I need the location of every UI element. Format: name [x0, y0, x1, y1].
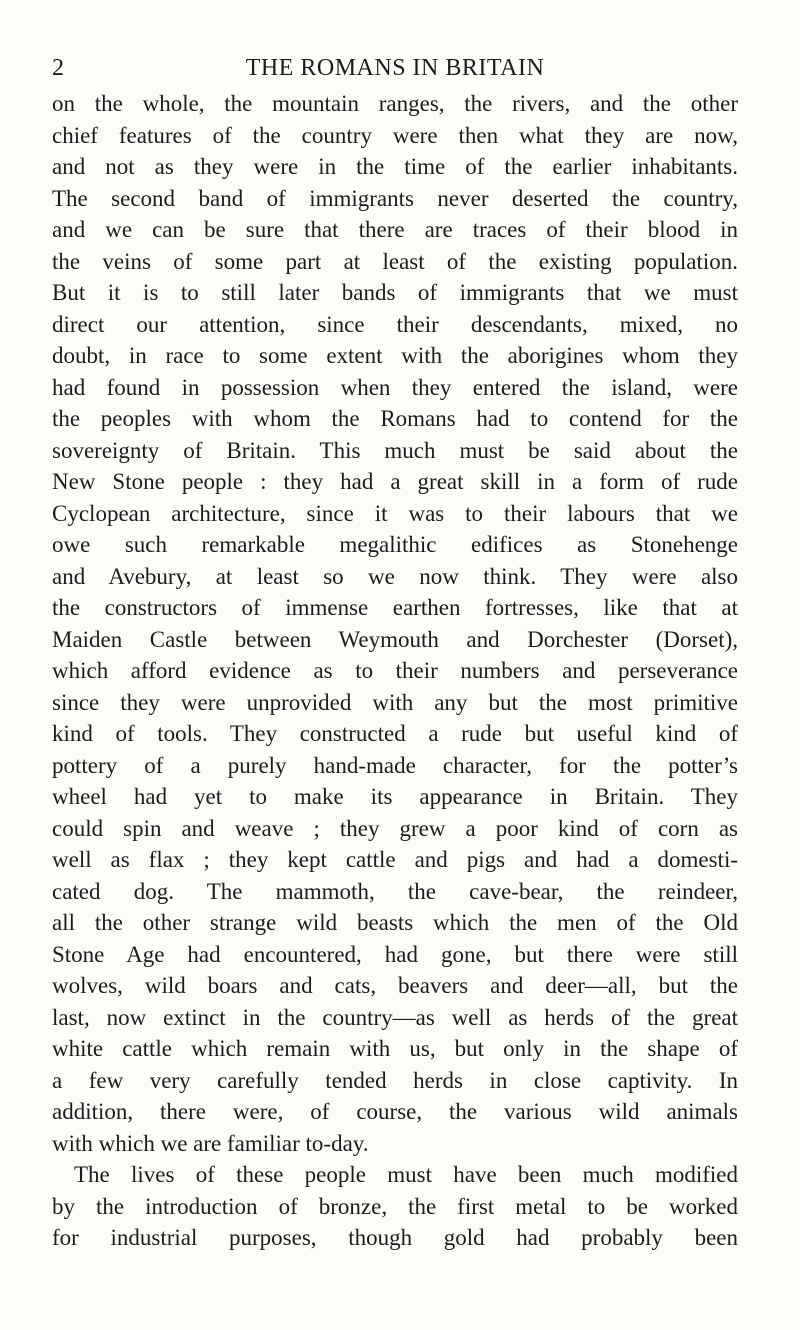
- text-line: had found in possession when they entered the island, were: [52, 374, 738, 400]
- text-line: addition, there were, of course, the various wild animals: [52, 1099, 738, 1124]
- body-text: [52, 88, 738, 1254]
- text-line: Cyclopean architecture, since it was to their labours that we: [52, 500, 738, 526]
- text-line: sovereignty of Britain. This much must be said about the: [52, 437, 738, 463]
- running-title: THE ROMANS IN BRITAIN: [245, 55, 545, 81]
- text-line: and not as they were in the time of the earlier inhabitants.: [52, 154, 738, 179]
- text-line: cated dog. The mammoth, the cave-bear, the reindeer,: [52, 878, 738, 904]
- text-line: last, now extinct in the country—as well as herds of the great: [52, 1004, 738, 1030]
- text-line: and we can be sure that there are traces of their blood in: [52, 217, 738, 242]
- paragraph-end-line: with which we are familiar to-day.: [52, 1130, 369, 1156]
- text-line: well as flax ; they kept cattle and pigs and had a domesti-: [52, 847, 738, 872]
- text-line: and Avebury, at least so we now think. They were also: [52, 563, 738, 589]
- text-line: kind of tools. They constructed a rude but useful kind of: [52, 721, 738, 746]
- running-head: [52, 52, 738, 84]
- text-line: But it is to still later bands of immigrants that we must: [52, 280, 738, 305]
- text-line: direct our attention, since their descendants, mixed, no: [52, 311, 738, 337]
- text-line: which afford evidence as to their numbers and perseverance: [52, 658, 738, 683]
- text-line: pottery of a purely hand-made character, for the potter’s: [52, 752, 738, 778]
- text-line: on the whole, the mountain ranges, the rivers, and the other: [52, 91, 738, 116]
- text-line: by the introduction of bronze, the first metal to be worked: [52, 1193, 738, 1219]
- text-line: Maiden Castle between Weymouth and Dorchester (Dorset),: [52, 626, 738, 652]
- text-line: doubt, in race to some extent with the aborigines whom they: [52, 343, 738, 368]
- text-line: a few very carefully tended herds in close captivity. In: [52, 1067, 738, 1093]
- text-line: white cattle which remain with us, but only in the shape of: [52, 1036, 738, 1061]
- text-line: the constructors of immense earthen fortresses, like that at: [52, 595, 738, 620]
- text-line: the peoples with whom the Romans had to contend for the: [52, 406, 738, 431]
- text-line: for industrial purposes, though gold had probably been: [52, 1225, 738, 1250]
- text-line: chief features of the country were then what they are now,: [52, 122, 738, 148]
- text-line: owe such remarkable megalithic edifices as Stonehenge: [52, 532, 738, 557]
- text-line: The second band of immigrants never deserted the country,: [52, 185, 738, 211]
- text-line: New Stone people : they had a great skill in a form of rude: [52, 469, 738, 494]
- text-line: the veins of some part at least of the existing population.: [52, 248, 738, 274]
- text-line: wheel had yet to make its appearance in Britain. They: [52, 784, 738, 809]
- page-number: 2: [52, 55, 64, 81]
- text-line: Stone Age had encountered, had gone, but there were still: [52, 941, 738, 967]
- text-line: could spin and weave ; they grew a poor kind of corn as: [52, 815, 738, 841]
- text-line: wolves, wild boars and cats, beavers and deer—all, but the: [52, 973, 738, 998]
- text-line: all the other strange wild beasts which the men of the Old: [52, 910, 738, 935]
- text-line: since they were unprovided with any but the most primitive: [52, 689, 738, 715]
- paragraph-start-line: The lives of these people must have been much modified: [74, 1162, 738, 1187]
